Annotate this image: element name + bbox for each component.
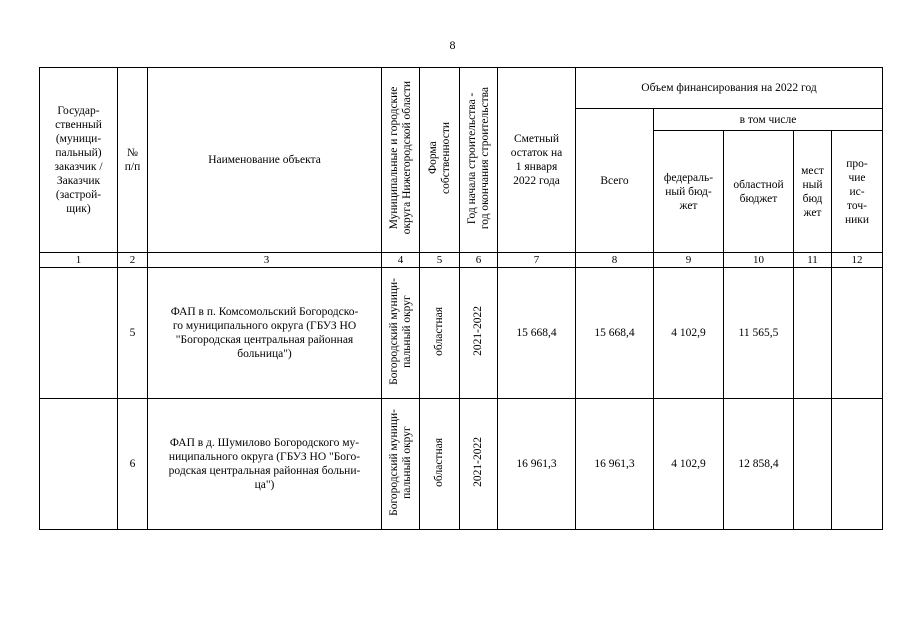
column-number: 6 [460, 253, 498, 268]
cell-customer [40, 268, 118, 399]
cell-num: 5 [118, 268, 148, 399]
cell-regional: 11 565,5 [724, 268, 794, 399]
column-number: 8 [576, 253, 654, 268]
column-number: 12 [832, 253, 883, 268]
column-number: 1 [40, 253, 118, 268]
header-other: про- чие ис- точ- ники [832, 131, 883, 253]
cell-total: 15 668,4 [576, 268, 654, 399]
cell-object-name: ФАП в п. Комсомольский Богородско- го муниципального округа (ГБУЗ НО "Богородская центральная районная больница") [148, 268, 382, 399]
header-funding-group: Объем финансирования на 2022 год [576, 68, 883, 109]
column-number: 11 [794, 253, 832, 268]
header-years: Год начала строительства - год окончания строительства [460, 68, 498, 253]
column-number: 7 [498, 253, 576, 268]
header-regional: областной бюджет [724, 131, 794, 253]
page-number: 8 [449, 38, 456, 52]
cell-other [832, 268, 883, 399]
header-local: мест ный бюд жет [794, 131, 832, 253]
cell-num: 6 [118, 399, 148, 530]
header-customer: Государ- ственный (муници- пальный) заказчик / Заказчик (застрой- щик) [40, 68, 118, 253]
cell-estimate-remainder: 15 668,4 [498, 268, 576, 399]
cell-other [832, 399, 883, 530]
financing-table [39, 67, 883, 530]
header-municipality: Муниципальные и городские округа Нижегородской области [382, 68, 420, 253]
column-number: 2 [118, 253, 148, 268]
cell-regional: 12 858,4 [724, 399, 794, 530]
table-row [40, 268, 883, 399]
column-number-row [40, 253, 883, 268]
cell-federal: 4 102,9 [654, 399, 724, 530]
cell-municipality: Богородский муници- пальный округ [382, 268, 420, 399]
column-number: 9 [654, 253, 724, 268]
cell-local [794, 399, 832, 530]
cell-ownership: областная [420, 268, 460, 399]
cell-customer [40, 399, 118, 530]
header-object-name: Наименование объекта [148, 68, 382, 253]
cell-years: 2021-2022 [460, 399, 498, 530]
cell-estimate-remainder: 16 961,3 [498, 399, 576, 530]
header-ownership: Форма собственности [420, 68, 460, 253]
header-federal: федераль- ный бюд- жет [654, 131, 724, 253]
cell-municipality: Богородский муници- пальный округ [382, 399, 420, 530]
cell-ownership: областная [420, 399, 460, 530]
column-number: 5 [420, 253, 460, 268]
cell-object-name: ФАП в д. Шумилово Богородского му- ниципального округа (ГБУЗ НО "Бого- родская центральная районная больни- ца") [148, 399, 382, 530]
column-number: 4 [382, 253, 420, 268]
cell-total: 16 961,3 [576, 399, 654, 530]
cell-local [794, 268, 832, 399]
header-total: Всего [576, 109, 654, 253]
cell-years: 2021-2022 [460, 268, 498, 399]
column-number: 3 [148, 253, 382, 268]
table-row [40, 399, 883, 530]
header-num: № п/п [118, 68, 148, 253]
cell-federal: 4 102,9 [654, 268, 724, 399]
header-estimate-remainder: Сметный остаток на 1 января 2022 года [498, 68, 576, 253]
column-number: 10 [724, 253, 794, 268]
header-including: в том числе [654, 109, 883, 131]
